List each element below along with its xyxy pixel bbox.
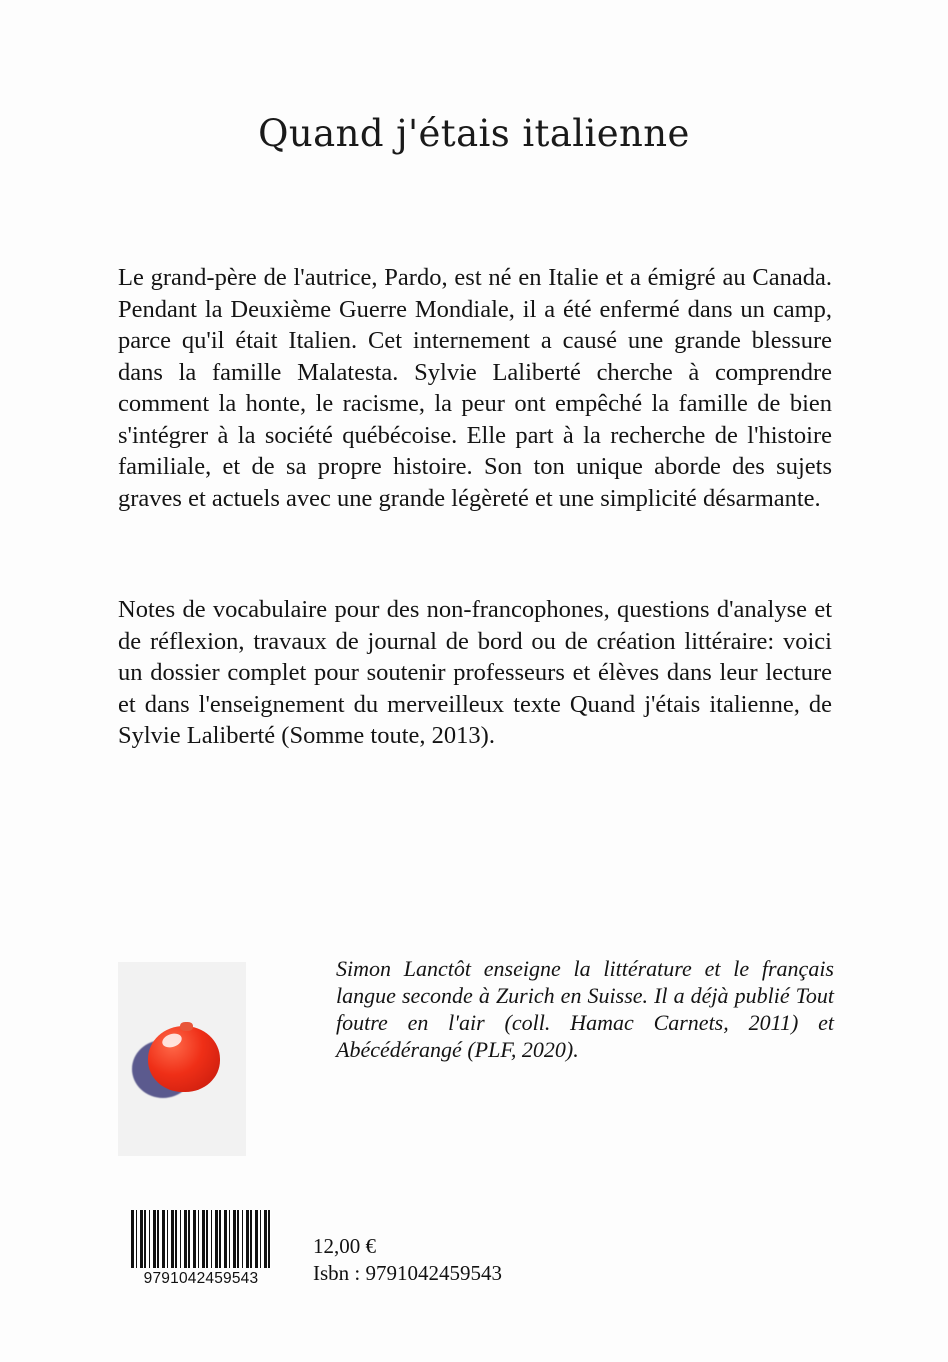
book-summary-paragraph: Le grand-père de l'autrice, Pardo, est né en Italie et a émigré au Canada. Pendant la Deuxième Guerre Mondiale, il a été enfermé dans un camp, parce qu'il était Italien. Cet internement a causé une grande blessure dans la famille Malatesta. Sylvie Laliberté cherche à comprendre comment la honte, le racisme, la peur ont empêché la famille de bien s'intégrer à la société québécoise. Elle part à la recherche de l'histoire familiale, et de sa propre histoire. Son ton unique aborde des sujets graves et actuels avec une grande légèreté et une simplicité désarmante. [118,264,832,512]
purchase-info [313,1233,502,1287]
author-photo [118,962,246,1156]
barcode [131,1210,271,1288]
barcode-bars-icon [131,1210,271,1268]
tomato-icon [148,1026,220,1092]
barcode-number: 9791042459543 [143,1270,259,1287]
teaching-dossier-paragraph: Notes de vocabulaire pour des non-francophones, questions d'analyse et de réflexion, travaux de journal de bord ou de création littéraire: voici un dossier complet pour soutenir professeurs et élèves dans leur lecture et dans l'enseignement du merveilleux texte Quand j'étais italienne, de Sylvie Laliberté (Somme toute, 2013). [118,596,832,749]
tomato-stem-icon [180,1022,193,1031]
isbn-label: Isbn : 9791042459543 [313,1261,502,1285]
page-title: Quand j'étais italienne [258,112,690,155]
price-label: 12,00 € [313,1234,376,1258]
author-biography: Simon Lanctôt enseigne la littérature et le français langue seconde à Zurich en Suisse. Il a déjà publié Tout foutre en l'air (coll. Hamac Carnets, 2011) et Abécédérangé (PLF, 2020). [336,956,834,1062]
